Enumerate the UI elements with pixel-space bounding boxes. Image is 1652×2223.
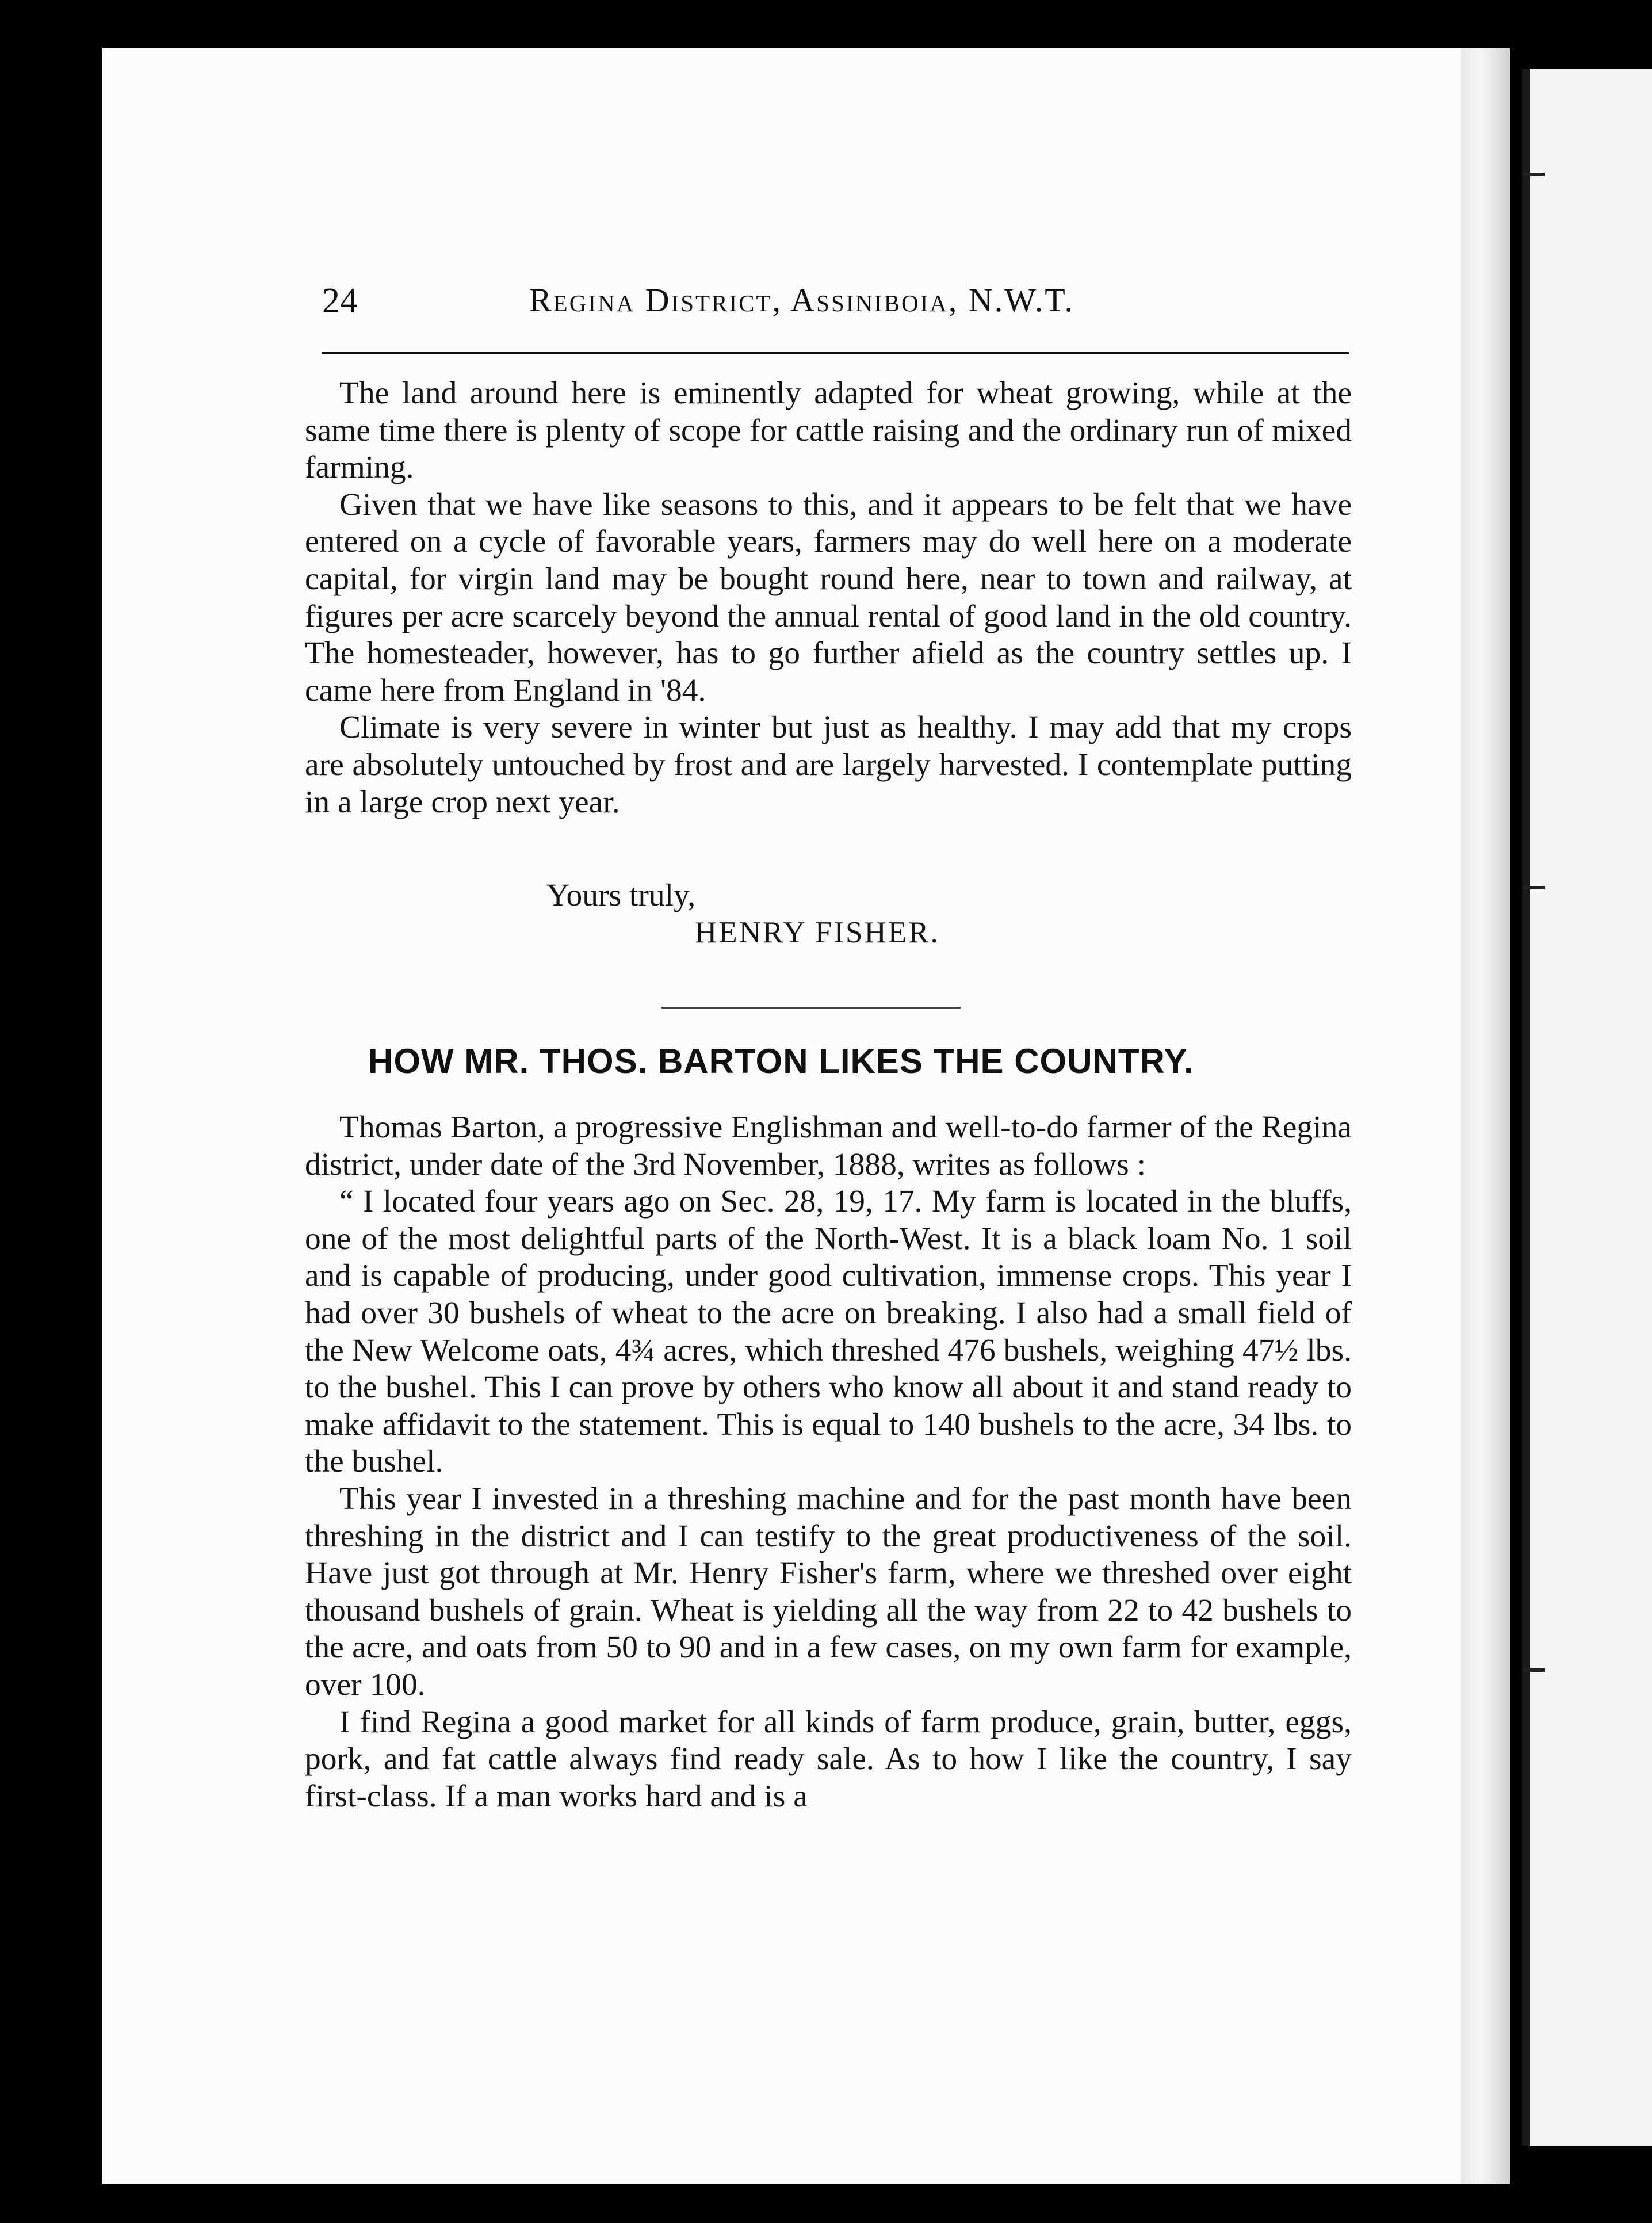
letter-closing: Yours truly, xyxy=(546,878,696,913)
edge-mark xyxy=(1522,886,1545,889)
section-title: HOW MR. THOS. BARTON LIKES THE COUNTRY. xyxy=(368,1042,1194,1080)
paragraph: This year I invested in a threshing machine and for the past month have been threshing in the district and I can testify to the great productiveness of the soil. Have just got through at Mr. Henry Fisher's farm, where we threshed over eight thousand bushels of grain. Wheat is yielding all the way from 22 to 42 bushels to the acre, and oats from 50 to 90 and in a few cases, on my own farm for example, over 100. xyxy=(305,1481,1352,1702)
edge-mark xyxy=(1522,173,1545,176)
paragraph: I find Regina a good market for all kinds of farm produce, grain, butter, eggs, pork, and fat cattle always find ready sale. As to how I like the country, I say first-class. If a man works hard and is a xyxy=(305,1704,1352,1814)
page-number: 24 xyxy=(322,281,358,320)
adjacent-page-edge xyxy=(1522,69,1652,2146)
letter-body xyxy=(305,375,1352,821)
paragraph: “ I located four years ago on Sec. 28, 19, 17. My farm is located in the bluffs, one of the most delightful parts of the North-West. It is a black loam No. 1 soil and is capable of producing, under good cultivation, immense crops. This year I had over 30 bushels of wheat to the acre on breaking. I also had a small field of the New Welcome oats, 4¾ acres, which threshed 476 bushels, weighing 47½ lbs. to the bushel. This I can prove by others who know all about it and stand ready to make affidavit to the statement. This is equal to 140 bushels to the acre, 34 lbs. to the bushel. xyxy=(305,1184,1352,1480)
page-gutter xyxy=(1461,48,1510,2184)
letter-signature: HENRY FISHER. xyxy=(695,916,940,949)
edge-mark xyxy=(1522,1668,1545,1672)
header-rule xyxy=(322,352,1349,354)
section-divider xyxy=(661,1007,961,1009)
page-header xyxy=(322,281,1357,327)
paragraph: Thomas Barton, a progressive Englishman and well-to-do farmer of the Regina district, under date of the 3rd November, 1888, writes as follows : xyxy=(305,1110,1352,1182)
paragraph: The land around here is eminently adapted for wheat growing, while at the same time there is plenty of scope for cattle raising and the ordinary run of mixed farming. xyxy=(305,376,1352,486)
paragraph: Climate is very severe in winter but just as healthy. I may add that my crops are absolutely untouched by frost and are largely harvested. I contemplate putting in a large crop next year. xyxy=(305,710,1352,820)
running-head: Regina District, Assiniboia, N.W.T. xyxy=(529,281,1074,319)
paragraph: Given that we have like seasons to this, and it appears to be felt that we have entered on a cycle of favorable years, farmers may do well here on a moderate capital, for virgin land may be bought round here, near to town and railway, at figures per acre scarcely beyond the annual rental of good land in the old country. The homesteader, however, has to go further afield as the country settles up. I came here from England in '84. xyxy=(305,487,1352,708)
section-body xyxy=(305,1109,1352,1815)
page-edge-shadow xyxy=(1522,69,1530,2146)
